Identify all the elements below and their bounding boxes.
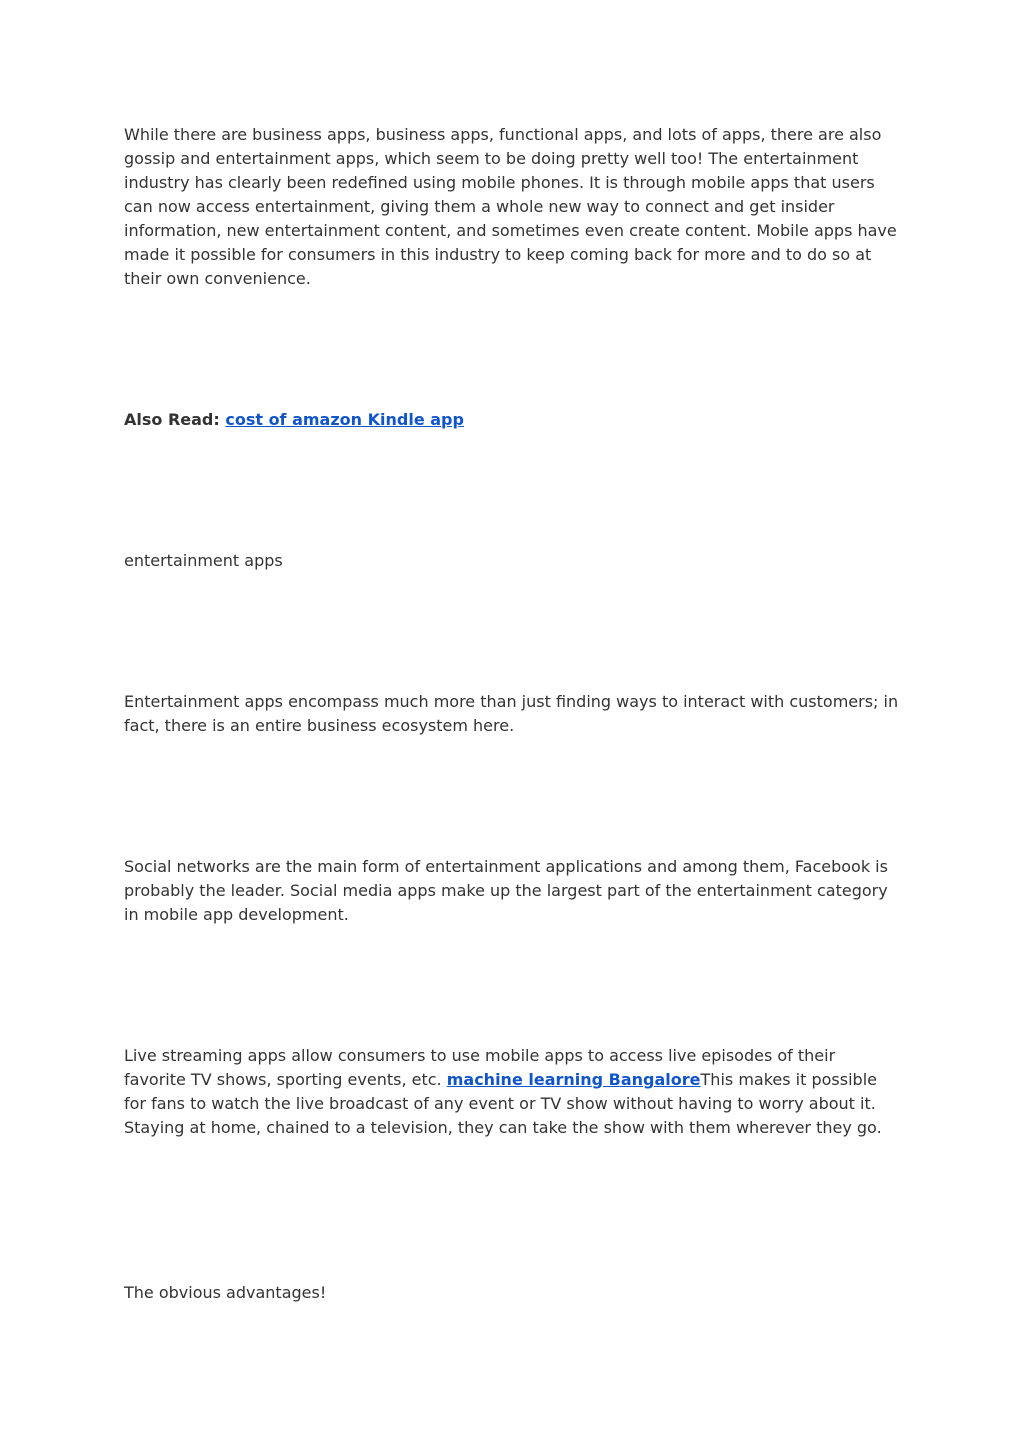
also-read-line (124, 408, 899, 432)
advantages-heading: The obvious advantages! (124, 1283, 327, 1302)
intro-paragraph: While there are business apps, business apps, functional apps, and lots of apps, there are also gossip and entertainment apps, which seem to be doing pretty well too! The entertainment industry has clearly been redefined using mobile phones. It is through mobile apps that users can now access entertainment, giving them a whole new way to connect and get insider information, new entertainment content, and sometimes even create content. Mobile apps have made it possible for consumers in this industry to keep coming back for more and to do so at their own convenience. (124, 125, 897, 288)
live-streaming-text-before: Live streaming apps allow consumers to use mobile apps to access live episodes of their favorite TV shows, sporting events, etc. (124, 1046, 836, 1089)
also-read-link[interactable]: cost of amazon Kindle app (225, 410, 464, 429)
machine-learning-link[interactable]: machine learning Bangalore (446, 1070, 701, 1089)
ecosystem-paragraph: Entertainment apps encompass much more than just finding ways to interact with customers; in fact, there is an entire business ecosystem here. (124, 692, 899, 735)
social-networks-paragraph: Social networks are the main form of entertainment applications and among them, Facebook is probably the leader. Social media apps make up the largest part of the entertainment category in mobile app development. (124, 857, 888, 924)
live-streaming-text-after: This makes it possible for fans to watch the live broadcast of any event or TV show without having to worry about it. Staying at home, chained to a television, they can take the show with them wherever they go. (124, 1070, 882, 1137)
entertainment-apps-heading: entertainment apps (124, 551, 283, 570)
live-streaming-paragraph (124, 1044, 899, 1140)
also-read-label: Also Read: (124, 410, 226, 429)
